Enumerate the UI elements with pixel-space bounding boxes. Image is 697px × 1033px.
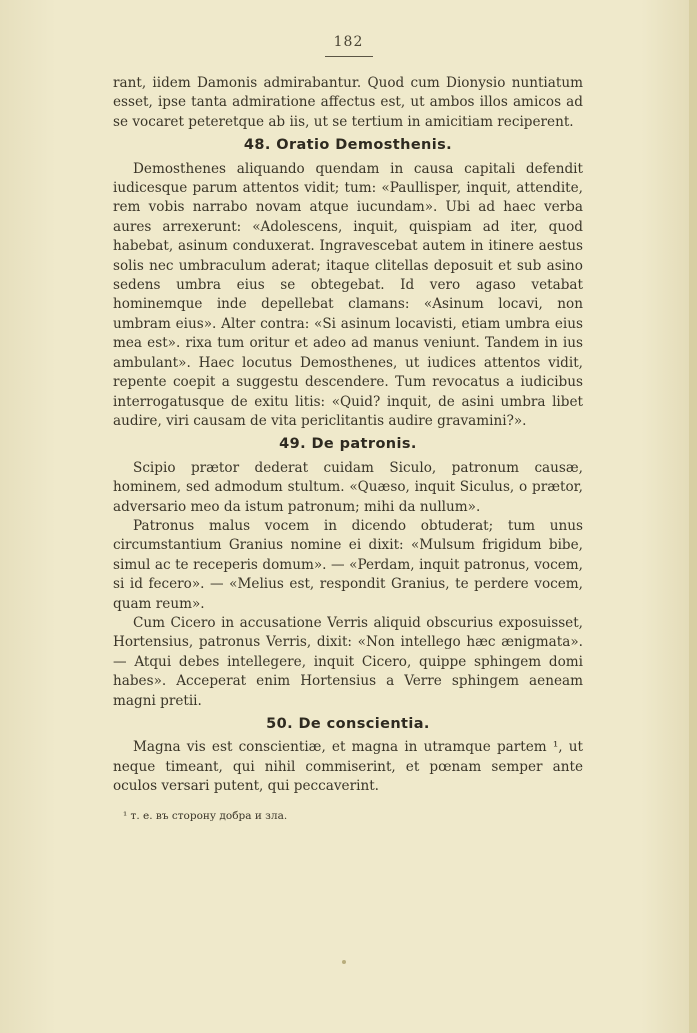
paragraph-49-cicero: Cum Cicero in accusatione Verris aliquid obscurius exposuisset, Hortensius, patronus Verris, dixit: «Non intellego hæc ænigmata». — Atqui debes intellegere, inquit Cicero, quippe sphingem domi habes». Acceperat enim Hortensius a Verre sphingem aeneam magni pretii. xyxy=(113,614,583,709)
paragraph-continuation: rant, iidem Damonis admirabantur. Quod cum Dionysio nuntiatum esset, ipse tanta admiratione affectus est, ut ambos illos amicos ad se vocaret peteretque ab iis, ut se tertium in amicitiam reciperent. xyxy=(113,75,583,130)
paragraph-48: Demosthenes aliquando quendam in causa capitali defendit iudicesque parum attentos vidit; tum: «Paullisper, inquit, attendite, rem vobis narrabo novam atque iucundam». Ubi ad haec verba aures arrexerunt: «Adolescens, inquit, quispiam ad iter, quod habebat, asinum conduxerat. Ingravescebat autem in itinere aestus solis nec umbraculum aderat; itaque clitellas deposuit et sub asino sedens umbra eius se obtegebat. Id vero agaso vetabat hominemque inde depellebat clamans: «Asinum locavi, non umbram eius». Alter contra: «Si asinum locavisti, etiam umbra eius mea est». rixa tum oritur et adeo ad manus veniunt. Tandem in ius ambulant». Haec locutus Demosthenes, ut iudices attentos vidit, repente coepit a suggestu descendere. Tum revocatus a iudicibus interrogatusque de exitu litis: «Quid? inquit, de asini umbra libet audire, viri causam de vita periclitantis audire gravamini?». xyxy=(113,160,583,429)
page-text xyxy=(113,74,583,826)
page-number: 182 xyxy=(333,34,364,50)
footnote: ¹ т. е. въ сторону добра и зла. xyxy=(123,809,288,822)
section-heading-50: 50. De conscientia. xyxy=(266,716,430,732)
page-edge xyxy=(689,0,697,1033)
paper-stain xyxy=(342,960,346,964)
paragraph-49-granius: Patronus malus vocem in dicendo obtuderat; tum unus circumstantium Granius nomine ei dixit: «Mulsum frigidum bibe, simul ac te receperis domum». — «Perdam, inquit patronus, vocem, si id fecero». — «Melius est, respondit Granius, te perdere vocem, quam reum». xyxy=(113,517,583,612)
section-heading-49: 49. De patronis. xyxy=(279,436,417,453)
section-heading-48: 48. Oratio Demosthenis. xyxy=(243,137,453,154)
paragraph-50: Magna vis est conscientiæ, et magna in utramque partem ¹, ut neque timeant, qui nihil commiserint, et pœnam semper ante oculos versari putent, qui peccaverint. xyxy=(113,739,583,795)
page-number-rule xyxy=(325,56,373,57)
paragraph-49-scipio: Scipio prætor dederat cuidam Siculo, patronum causæ, hominem, sed admodum stultum. «Quæso, inquit Siculus, o prætor, adversario meo da istum patronum; mihi da nullum». xyxy=(113,459,583,515)
